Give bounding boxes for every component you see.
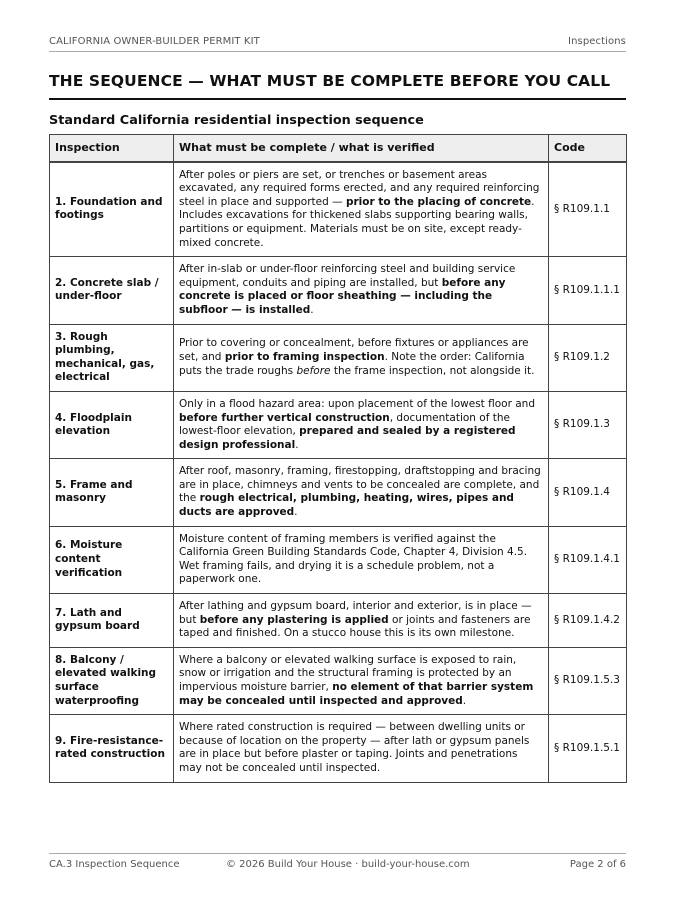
table-row [50, 257, 627, 324]
requirement-emphasis: before further vertical construction [179, 411, 390, 424]
inspection-requirement [174, 257, 549, 324]
requirement-emphasis: prior to framing inspection [224, 350, 385, 363]
requirement-text: . [310, 303, 314, 316]
requirement-text: or joints and fasteners are taped and finished. On a stucco house this is its own milestone. [179, 613, 531, 640]
inspection-name: 4. Floodplain elevation [50, 391, 174, 458]
code-reference: § R109.1.1 [549, 162, 627, 257]
code-reference: § R109.1.4.1 [549, 526, 627, 593]
requirement-text: . Includes excavations for thickened slabs supporting bearing walls, partitions or equipment. Materials must be on site, except ready-mixed concrete. [179, 195, 535, 249]
table-caption: Standard California residential inspection sequence [49, 113, 424, 128]
inspection-name: 9. Fire-resistance-rated construction [50, 715, 174, 782]
requirement-text: After lathing and gypsum board, interior and exterior, is in place — but [179, 600, 532, 626]
inspection-name: 2. Concrete slab / under-floor [50, 257, 174, 324]
inspection-requirement [174, 594, 549, 648]
requirement-text: . [294, 506, 298, 519]
inspection-requirement [174, 715, 549, 782]
column-header-requirement: What must be complete / what is verified [174, 135, 549, 162]
requirement-emphasis: rough electrical, plumbing, heating, wires, pipes and ducts are approved [179, 492, 514, 519]
code-reference: § R109.1.1.1 [549, 257, 627, 324]
code-reference: § R109.1.5.1 [549, 715, 627, 782]
code-reference: § R109.1.3 [549, 391, 627, 458]
inspection-requirement [174, 391, 549, 458]
table-row [50, 324, 627, 391]
requirement-emphasis: before any plastering is applied [199, 613, 389, 626]
page-header [49, 36, 626, 47]
inspection-name: 5. Frame and masonry [50, 459, 174, 526]
requirement-emphasis: no element of that barrier system may be concealed until inspected and approved [179, 681, 534, 707]
requirement-text: . Note the order: California puts the trade roughs [179, 350, 525, 377]
table-header-row [50, 135, 627, 162]
table-row [50, 391, 627, 458]
header-divider [49, 51, 626, 52]
header-section-name: Inspections [568, 36, 626, 47]
requirement-text: Prior to covering or concealment, before fixtures or appliances are set, and [179, 337, 529, 363]
inspection-name: 1. Foundation and footings [50, 162, 174, 257]
inspection-requirement [174, 647, 549, 714]
footer-copyright: © 2026 Build Your House · build-your-house.com [226, 859, 470, 870]
requirement-text: . [295, 438, 299, 451]
requirement-text: After roof, masonry, framing, firestopping, draftstopping and bracing are in place, chimneys and vents to be concealed are complete, and the [179, 465, 541, 505]
requirement-text: . [462, 694, 467, 707]
table-row [50, 715, 627, 782]
inspection-table [49, 134, 627, 783]
code-reference: § R109.1.5.3 [549, 647, 627, 714]
table-body [50, 162, 627, 782]
code-reference: § R109.1.2 [549, 324, 627, 391]
table-row [50, 459, 627, 526]
code-reference: § R109.1.4 [549, 459, 627, 526]
requirement-text: Where rated construction is required — between dwelling units or because of location on the property — after lath or gypsum panels are in place but before plaster or taping. Joints and penetrations may not be concealed until inspected. [179, 721, 530, 774]
footer-section-label: CA.3 Inspection Sequence [49, 859, 180, 870]
table-row [50, 162, 627, 257]
requirement-emphasis: prepared and sealed by a registered design professional [179, 425, 516, 451]
requirement-text: Moisture content of framing members is verified against the California Green Building Standards Code, Chapter 4, Division 4.5. Wet framing fails, and drying it is a schedule problem, not a paperwork one. [179, 532, 528, 586]
requirement-text: After poles or piers are set, or trenches or basement areas excavated, any required forms erected, and any required reinforcing steel in place and supported — [179, 168, 540, 208]
requirement-emphasis: prior to the placing of concrete [345, 195, 532, 208]
requirement-text: After in-slab or under-floor reinforcing steel and building service equipment, conduits and piping are installed, but [179, 263, 516, 289]
column-header-code: Code [549, 135, 627, 162]
table-row [50, 526, 627, 593]
requirement-text: Where a balcony or elevated walking surface is exposed to rain, snow or irrigation and the structural framing is protected by an impervious moisture barrier, [179, 653, 517, 693]
footer-page-number: Page 2 of 6 [569, 859, 626, 870]
table-row [50, 594, 627, 648]
title-divider [49, 98, 626, 100]
requirement-emphasis: before any concrete is placed or floor sheathing — including the subfloor — is installed [179, 276, 506, 316]
code-reference: § R109.1.4.2 [549, 594, 627, 648]
footer-divider [49, 853, 626, 854]
inspection-name: 3. Rough plumbing, mechanical, gas, electrical [50, 324, 174, 391]
inspection-name: 8. Balcony / elevated walking surface waterproofing [50, 647, 174, 714]
inspection-requirement [174, 459, 549, 526]
section-title: THE SEQUENCE — WHAT MUST BE COMPLETE BEFORE YOU CALL [49, 72, 611, 90]
requirement-text: Only in a flood hazard area: upon placement of the lowest floor and [179, 397, 535, 410]
inspection-name: 6. Moisture content verification [50, 526, 174, 593]
requirement-italic: before [296, 364, 331, 377]
inspection-name: 7. Lath and gypsum board [50, 594, 174, 648]
inspection-requirement [174, 324, 549, 391]
inspection-requirement [174, 162, 549, 257]
column-header-inspection: Inspection [50, 135, 174, 162]
header-doc-title: CALIFORNIA OWNER-BUILDER PERMIT KIT [49, 36, 260, 47]
requirement-text: the frame inspection, not alongside it. [330, 364, 535, 377]
table-row [50, 647, 627, 714]
inspection-requirement [174, 526, 549, 593]
requirement-text: , documentation of the lowest-floor elevation, [179, 411, 510, 438]
